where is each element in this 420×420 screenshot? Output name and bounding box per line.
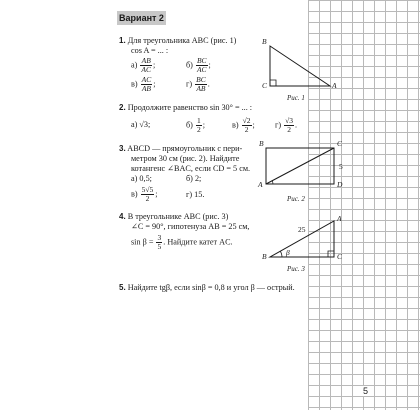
- vertex-label-a: A: [337, 214, 342, 223]
- vertex-label-c: C: [262, 81, 268, 90]
- problem-text: ∠C = 90°, гипотенуза AB = 25 см,: [131, 222, 250, 231]
- problem-number: 5.: [119, 283, 126, 292]
- figure-2-rectangle: [260, 142, 343, 192]
- option-d: г) $\frac{√3}{2}$ .: [275, 116, 298, 134]
- problem-text: Найдите tgβ, если sinβ = 0,8 и угол β — острый.: [127, 283, 295, 292]
- option-b: б) $\frac{BC}{AC}$ ;: [186, 56, 211, 74]
- problem-4: [119, 212, 228, 222]
- vertex-label-b: B: [259, 139, 264, 148]
- vertex-label-c: C: [337, 252, 343, 261]
- problem-number: 4.: [119, 212, 126, 221]
- figure-caption: Рис. 2: [287, 195, 305, 203]
- option-c: в) $\frac{AC}{AB}$ ;: [131, 75, 156, 93]
- problem-number: 3.: [119, 144, 126, 153]
- angle-label: β: [286, 248, 290, 257]
- variant-title: Вариант 2: [117, 11, 166, 25]
- vertex-label-c: C: [337, 139, 343, 148]
- problem-number: 1.: [119, 36, 126, 45]
- problem-1: [119, 36, 236, 46]
- page-number: 5: [362, 386, 368, 396]
- option-a: а) 0,5;: [131, 174, 152, 183]
- vertex-label-a: A: [332, 81, 337, 90]
- option-c: в) $\frac{√2}{2}$ ;: [232, 116, 255, 134]
- problem-text: sin β = $\frac{3}{5}$ . Найдите катет AC.: [131, 233, 233, 251]
- vertex-label-d: D: [337, 180, 343, 189]
- problem-text: котангенс ∠BAC, если CD = 5 см.: [131, 164, 251, 173]
- option-c: в) $\frac{5√5}{2}$ ;: [131, 185, 158, 203]
- problem-text: Для треугольника ABC (рис. 1): [127, 36, 237, 45]
- problem-text: cos A = ... :: [131, 46, 169, 55]
- figure-1-triangle: [258, 38, 338, 98]
- vertex-label-a: A: [258, 180, 263, 189]
- vertex-label-b: B: [262, 37, 267, 46]
- problem-2: [119, 103, 252, 113]
- option-b: б) 2;: [186, 174, 202, 183]
- option-d: г) $\frac{BC}{AB}$ .: [186, 75, 210, 93]
- figure-caption: Рис. 3: [287, 265, 305, 273]
- vertex-label-b: B: [262, 252, 267, 261]
- problem-3: [119, 144, 242, 154]
- problem-text: метром 30 см (рис. 2). Найдите: [131, 154, 240, 163]
- problem-text: В треугольнике ABC (рис. 3): [127, 212, 229, 221]
- problem-text: Продолжите равенство sin 30° = ... :: [127, 103, 253, 112]
- option-d: г) 15.: [186, 190, 205, 199]
- problem-5: [119, 283, 295, 293]
- hypotenuse-label: 25: [298, 225, 306, 234]
- side-length-label: 5: [339, 162, 343, 171]
- figure-3-triangle: [262, 215, 342, 265]
- problem-text: ABCD — прямоугольник с пери-: [127, 144, 243, 153]
- option-a: а) √3;: [131, 120, 151, 129]
- option-b: б) $\frac{1}{2}$ ;: [186, 116, 205, 134]
- figure-caption: Рис. 1: [287, 94, 305, 102]
- problem-number: 2.: [119, 103, 126, 112]
- option-a: а) $\frac{AB}{AC}$ ;: [131, 56, 156, 74]
